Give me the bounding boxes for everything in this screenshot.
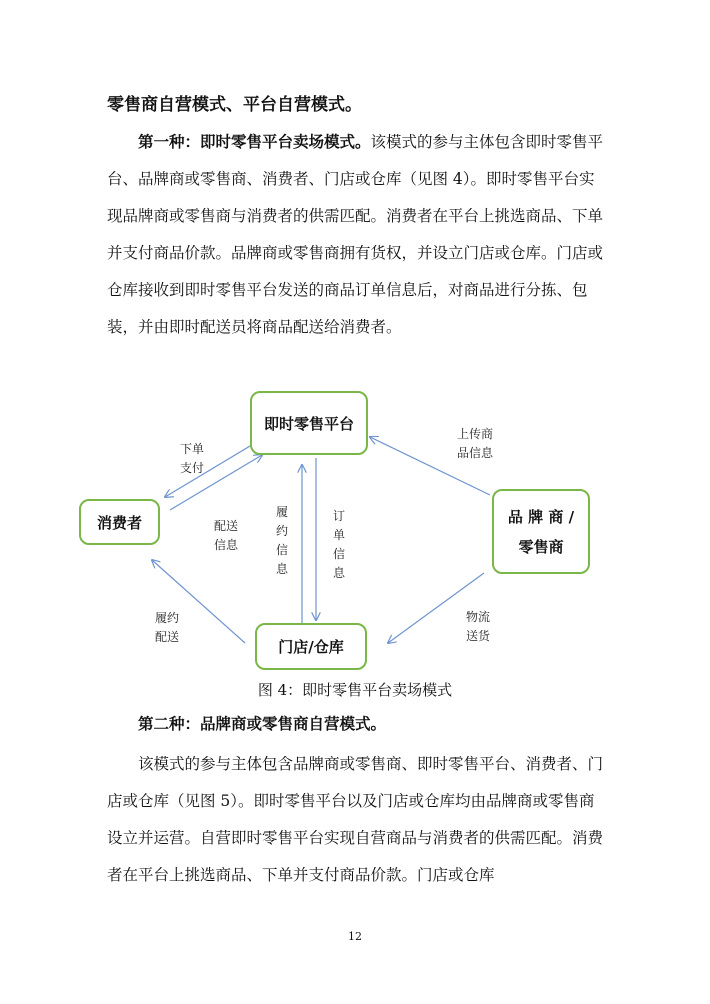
paragraph-mode-one: [107, 124, 607, 346]
figure-caption: 图 4：即时零售平台卖场模式: [257, 681, 453, 699]
label-upload-product-info: [450, 425, 500, 463]
mode-one-body: 该模式的参与主体包含即时零售平台、品牌商或零售商、消费者、门店或仓库（见图 4）。即时零售平台实现品牌商或零售商与消费者的供需匹配。消费者在平台上挑选商品、下单并支付商品价款。品牌商或零售商拥有货权，并设立门店或仓库。门店或仓库接收到即时零售平台发送的商品订单信息后，对商品进行分拣、包装，并由即时配送员将商品配送给消费者。: [107, 133, 604, 336]
label-upload-line2: 品信息: [456, 446, 493, 460]
label-delivery-info: [208, 517, 244, 555]
node-brand-label-line1: 品 牌 商 /: [507, 507, 575, 526]
label-logistics-line1: 物流: [465, 610, 490, 624]
label-fulfillment-info-char: 约: [275, 524, 288, 538]
label-delivery-info-line1: 配送: [213, 519, 238, 533]
node-store-label: 门店/仓库: [278, 638, 344, 656]
label-order-info-char: 单: [332, 528, 345, 542]
label-fulfillment-info: [275, 503, 289, 579]
flow-diagram: [0, 375, 710, 675]
label-order-info-char: 息: [332, 566, 345, 580]
node-brand-retailer: [492, 489, 590, 574]
label-delivery-info-line2: 信息: [213, 538, 238, 552]
node-store: [255, 623, 367, 670]
page-number: 12: [348, 930, 362, 943]
label-upload-line1: 上传商: [456, 427, 493, 441]
label-logistics-delivery: [460, 608, 496, 646]
label-fulfillment-info-char: 履: [275, 505, 288, 519]
node-platform-label: 即时零售平台: [263, 414, 354, 433]
node-brand-label-line2: 零售商: [518, 537, 564, 556]
node-consumer-label: 消费者: [96, 513, 142, 532]
section-heading: 零售商自营模式、平台自营模式。: [107, 95, 362, 115]
label-order-info-char: 订: [332, 509, 345, 523]
label-order-info: [332, 507, 346, 583]
mode-one-title: 第一种：即时零售平台卖场模式。: [138, 133, 371, 151]
node-consumer: [79, 499, 160, 545]
label-order-pay: [174, 440, 210, 478]
label-fulfillment-info-char: 息: [275, 562, 288, 576]
paragraph-mode-two: 该模式的参与主体包含品牌商或零售商、即时零售平台、消费者、门店或仓库（见图 5）。即时零售平台以及门店或仓库均由品牌商或零售商设立并运营。自营即时零售平台实现自营商品与消费者的供需匹配。消费者在平台上挑选商品、下单并支付商品价款。门店或仓库: [107, 755, 604, 884]
label-fulfillment-line2: 配送: [154, 630, 179, 644]
label-fulfillment-line1: 履约: [154, 611, 179, 625]
node-platform: [250, 391, 368, 455]
mode-two-title: 第二种：品牌商或零售商自营模式。: [138, 715, 387, 733]
label-order-pay-line2: 支付: [179, 461, 204, 475]
label-fulfillment-delivery: [149, 609, 185, 647]
label-logistics-line2: 送货: [465, 629, 490, 643]
label-fulfillment-info-char: 信: [275, 543, 288, 557]
label-order-pay-line1: 下单: [179, 442, 204, 456]
label-order-info-char: 信: [332, 547, 345, 561]
